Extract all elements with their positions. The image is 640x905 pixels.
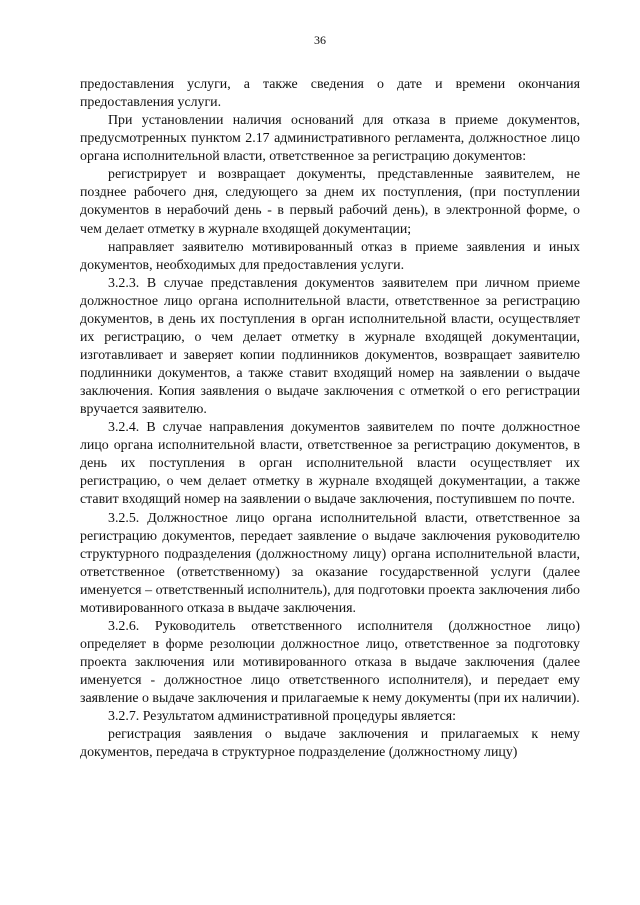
paragraph-3-2-7: 3.2.7. Результатом административной процедуры является:	[108, 709, 456, 725]
page-number: 36	[314, 33, 326, 47]
paragraph-continuation: предоставления услуги, а также сведения о дате и времени окончания предоставления услуги.	[80, 77, 580, 111]
paragraph-3-2-4: 3.2.4. В случае направления документов заявителем по почте должностное лицо органа исполнительной власти, ответственное за регистрацию документов, в день их поступления в орган исполнительной власти осуществляет их регистрацию, о чем делает отметку в журнале входящей документации, а также ставит входящий номер на заявлении о выдаче заключения, поступившем по почте.	[80, 420, 580, 508]
paragraph-refusal-grounds: При установлении наличия оснований для отказа в приеме документов, предусмотренных пунктом 2.17 административного регламента, должностное лицо органа исполнительной власти, ответственное за регистрацию документов:	[80, 113, 580, 165]
paragraph-3-2-6: 3.2.6. Руководитель ответственного исполнителя (должностное лицо) определяет в форме резолюции должностное лицо, ответственное за подготовку проекта заключения или мотивированного отказа в выдаче заключения (далее именуется - должностное лицо ответственного исполнителя), и передает ему заявление о выдаче заключения и прилагаемые к нему документы (при их наличии).	[80, 618, 580, 707]
paragraph-registers-returns: регистрирует и возвращает документы, представленные заявителем, не позднее рабочего дня, следующего за днем их поступления, (при поступлении документов в нерабочий день - в первый рабочий день), в электронной форме, о чем делает отметку в журнале входящей документации;	[80, 167, 580, 237]
paragraph-sends-refusal: направляет заявителю мотивированный отказ в приеме заявления и иных документов, необходимых для предоставления услуги.	[80, 239, 580, 273]
paragraph-3-2-5: 3.2.5. Должностное лицо органа исполнительной власти, ответственное за регистрацию документов, передает заявление о выдаче заключения руководителю структурного подразделения (должностному лицу) органа исполнительной власти, ответственное (ответственному) за оказание государственной услуги (далее именуется – ответственный исполнитель), для подготовки проекта заключения либо мотивированного отказа в выдаче заключения.	[80, 510, 580, 616]
paragraph-result-registration: регистрация заявления о выдаче заключения и прилагаемых к нему документов, передача в структурное подразделение (должностному лицу)	[80, 727, 580, 761]
paragraph-3-2-3: 3.2.3. В случае представления документов заявителем при личном приеме должностное лицо органа исполнительной власти, ответственное за регистрацию документов, в день их поступления в орган исполнительной власти, осуществляет их регистрацию, о чем делает отметку в журнале входящей документации, изготавливает и заверяет копии подлинников документов, возвращает заявителю подлинники документов, а также ставит входящий номер на заявлении о выдаче заключения. Копия заявления о выдаче заключения с отметкой о его регистрации вручается заявителю.	[80, 275, 580, 418]
document-body	[80, 76, 580, 762]
